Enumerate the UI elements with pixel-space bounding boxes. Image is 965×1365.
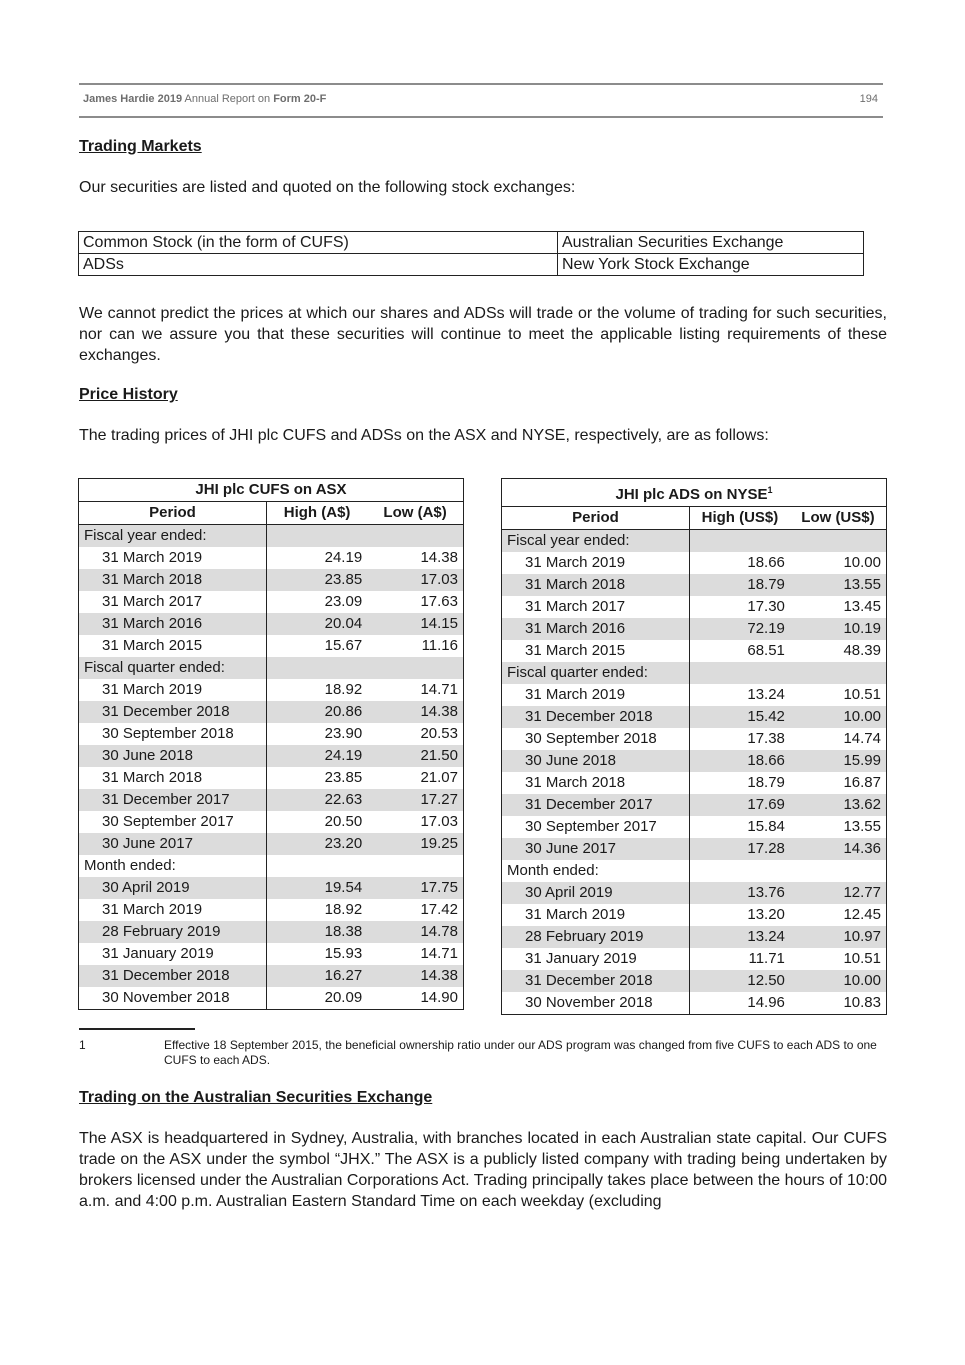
table-row [79,569,464,591]
high-cell: 18.79 [747,774,785,791]
high-cell: 22.63 [267,789,368,811]
high-cell: 15.93 [324,945,363,962]
period-cell: 30 April 2019 [79,877,267,899]
high-cell: 13.24 [747,686,785,703]
high-cell: 13.20 [747,906,785,923]
period-cell: 30 September 2017 [502,816,690,838]
high-cell: 17.28 [690,838,790,860]
low-cell: 14.71 [420,945,458,962]
table-row [502,640,887,662]
period-cell: 31 January 2019 [502,948,690,970]
table-row [502,794,887,816]
footnote-number: 1 [79,1038,86,1052]
low-cell: 14.36 [790,838,887,860]
table-title-row [79,479,464,502]
low-cell: 16.87 [843,774,881,791]
high-cell [267,855,368,877]
high-cell: 18.66 [690,750,790,772]
period-cell: 31 March 2018 [502,574,690,596]
period-cell: 31 March 2018 [79,767,267,789]
table-row [79,811,464,833]
header-middle: Annual Report on [182,93,274,105]
period-cell: 30 June 2017 [502,838,690,860]
table-row [502,728,887,750]
table-row [502,838,887,860]
security-cell: Common Stock (in the form of CUFS) [79,232,558,254]
high-cell: 12.50 [690,970,790,992]
column-header-period: Period [79,502,267,525]
high-cell: 20.09 [324,989,363,1006]
low-cell [790,530,887,553]
period-cell: 28 February 2019 [502,926,690,948]
period-cell: 31 December 2018 [79,701,267,723]
high-cell: 15.84 [747,818,785,835]
high-cell: 13.24 [690,926,790,948]
table-row [502,948,887,970]
footnote-rule [79,1028,195,1030]
low-cell: 14.78 [367,921,463,943]
table-row [79,613,464,635]
table-row [79,767,464,789]
low-cell: 14.15 [367,613,463,635]
high-cell: 18.92 [324,901,363,918]
table-row [502,992,887,1015]
high-cell [267,657,368,679]
low-cell: 17.27 [367,789,463,811]
footnote-text: Effective 18 September 2015, the beneficial ownership ratio under our ADS program was changed from five CUFS to each ADS to one CUFS to each ADS. [164,1038,877,1067]
table-header-row [502,507,887,530]
high-cell: 23.85 [267,569,368,591]
period-cell: 30 September 2018 [79,723,267,745]
column-header-high: High (A$) [267,502,368,525]
high-cell: 20.86 [267,701,368,723]
high-cell: 72.19 [690,618,790,640]
high-cell: 13.76 [690,882,790,904]
period-cell: 30 April 2019 [502,882,690,904]
table-row [79,899,464,921]
low-cell: 19.25 [367,833,463,855]
nyse-table-title-text: JHI plc ADS on NYSE [615,486,768,503]
high-cell: 16.27 [267,965,368,987]
exchange-cell: Australian Securities Exchange [558,232,864,254]
table-row [79,635,464,657]
low-cell: 10.00 [790,970,887,992]
low-cell: 12.45 [843,906,881,923]
period-cell: 28 February 2019 [79,921,267,943]
table-header-row [79,502,464,525]
period-cell: 31 March 2018 [79,569,267,591]
disclaimer-paragraph: We cannot predict the prices at which our shares and ADSs will trade or the volume of trading for such securities, nor can we assure you that these securities will continue to meet the applicable listing requirements of these exchanges. [79,305,887,364]
period-cell: 31 December 2018 [502,970,690,992]
table-row [79,723,464,745]
trading-markets-heading: Trading Markets [79,138,202,155]
table-row [79,745,464,767]
high-cell: 23.09 [324,593,363,610]
low-cell [367,657,463,679]
nyse-price-table [501,478,887,1015]
group-header-row [79,657,464,679]
period-cell: 31 March 2019 [79,899,267,921]
table-row [502,684,887,706]
table-row [502,618,887,640]
period-cell: 30 June 2017 [79,833,267,855]
low-cell: 13.55 [790,574,887,596]
high-cell [267,525,368,548]
low-cell: 14.38 [367,965,463,987]
high-cell: 19.54 [267,877,368,899]
header-form: Form 20-F [273,93,327,105]
group-header-row [79,855,464,877]
period-cell: 31 March 2019 [79,679,267,701]
period-cell: 31 March 2017 [79,591,267,613]
low-cell: 21.50 [367,745,463,767]
low-cell: 12.77 [790,882,887,904]
period-cell: 30 November 2018 [502,992,690,1015]
page-number: 194 [859,93,878,105]
high-cell: 24.19 [324,549,363,566]
nyse-table-title [502,479,887,507]
low-cell: 20.53 [420,725,458,742]
high-cell: 11.71 [748,950,785,967]
period-cell: 31 March 2019 [502,904,690,926]
low-cell: 10.97 [790,926,887,948]
low-cell: 48.39 [843,642,881,659]
high-cell: 24.19 [267,745,368,767]
exchange-cell: New York Stock Exchange [558,254,864,276]
low-cell: 17.63 [420,593,458,610]
asx-price-table [78,478,464,1010]
low-cell: 10.19 [790,618,887,640]
table-row [79,591,464,613]
table-row [502,552,887,574]
column-header-low: Low (US$) [790,507,887,530]
low-cell: 11.16 [421,637,458,654]
group-header-row [502,860,887,882]
table-row [502,882,887,904]
period-cell: 30 September 2018 [502,728,690,750]
exchanges-table [78,231,864,276]
high-cell: 23.85 [324,769,363,786]
low-cell: 17.75 [367,877,463,899]
period-cell: Month ended: [502,860,690,882]
low-cell: 13.55 [843,818,881,835]
trading-markets-intro: Our securities are listed and quoted on the following stock exchanges: [79,179,576,196]
low-cell: 10.00 [843,554,881,571]
period-cell: 31 December 2018 [79,965,267,987]
low-cell: 14.90 [420,989,458,1006]
period-cell: 31 March 2018 [502,772,690,794]
period-cell: 31 March 2019 [79,547,267,569]
period-cell: Month ended: [79,855,267,877]
high-cell: 23.90 [324,725,363,742]
period-cell: 31 March 2019 [502,684,690,706]
high-cell: 18.38 [267,921,368,943]
low-cell: 10.83 [843,994,881,1011]
high-cell: 68.51 [747,642,785,659]
high-cell: 18.79 [690,574,790,596]
period-cell: 31 March 2017 [502,596,690,618]
low-cell: 13.62 [790,794,887,816]
low-cell: 14.71 [420,681,458,698]
low-cell: 10.00 [790,706,887,728]
low-cell: 10.51 [843,950,881,967]
table-row [79,254,864,276]
period-cell: 31 March 2019 [502,552,690,574]
low-cell [790,662,887,684]
security-cell: ADSs [79,254,558,276]
table-row [79,943,464,965]
low-cell: 10.51 [843,686,881,703]
table-row [79,921,464,943]
low-cell: 17.03 [367,569,463,591]
column-header-period: Period [502,507,690,530]
table-row [79,701,464,723]
low-cell: 14.38 [420,549,458,566]
high-cell: 15.67 [324,637,363,654]
period-cell: 31 March 2015 [502,640,690,662]
table-row [79,987,464,1010]
table-row [79,833,464,855]
table-row [79,877,464,899]
period-cell: Fiscal quarter ended: [79,657,267,679]
low-cell: 21.07 [420,769,458,786]
period-cell: 30 June 2018 [502,750,690,772]
table-row [79,679,464,701]
table-row [502,750,887,772]
table-row [79,965,464,987]
high-cell: 18.92 [324,681,363,698]
low-cell: 14.74 [843,730,881,747]
column-header-high: High (US$) [690,507,790,530]
header-top-rule [79,83,883,85]
period-cell: 31 March 2016 [502,618,690,640]
group-header-row [79,525,464,548]
period-cell: Fiscal year ended: [502,530,690,553]
high-cell [690,662,790,684]
footnote-ref: 1 [767,485,773,495]
period-cell: Fiscal year ended: [79,525,267,548]
period-cell: 30 September 2017 [79,811,267,833]
period-cell: 31 December 2018 [502,706,690,728]
period-cell: 30 June 2018 [79,745,267,767]
table-row [502,574,887,596]
period-cell: 30 November 2018 [79,987,267,1010]
high-cell: 17.38 [747,730,785,747]
table-row [502,772,887,794]
low-cell: 14.38 [367,701,463,723]
high-cell: 23.20 [267,833,368,855]
header-bottom-rule [79,116,883,118]
period-cell: 31 March 2015 [79,635,267,657]
table-row [502,970,887,992]
table-row [502,596,887,618]
high-cell [690,530,790,553]
low-cell [367,525,463,548]
price-history-intro: The trading prices of JHI plc CUFS and ADSs on the ASX and NYSE, respectively, are as follows: [79,427,769,444]
high-cell: 14.96 [747,994,785,1011]
table-row [502,816,887,838]
period-cell: 31 December 2017 [79,789,267,811]
period-cell: 31 December 2017 [502,794,690,816]
table-title-row [502,479,887,507]
table-row [79,789,464,811]
low-cell: 13.45 [843,598,881,615]
high-cell: 20.50 [324,813,363,830]
low-cell: 17.42 [420,901,458,918]
running-header [83,93,878,105]
period-cell: Fiscal quarter ended: [502,662,690,684]
table-row [79,232,864,254]
low-cell [790,860,887,882]
table-row [502,926,887,948]
high-cell: 20.04 [267,613,368,635]
period-cell: 31 March 2016 [79,613,267,635]
group-header-row [502,662,887,684]
header-company: James Hardie 2019 [83,93,183,105]
high-cell: 18.66 [747,554,785,571]
column-header-low: Low (A$) [367,502,463,525]
asx-trading-heading: Trading on the Australian Securities Exchange [79,1089,433,1106]
low-cell: 17.03 [420,813,458,830]
low-cell [367,855,463,877]
high-cell [690,860,790,882]
high-cell: 15.42 [690,706,790,728]
asx-trading-body: The ASX is headquartered in Sydney, Australia, with branches located in each Australian state capital. Our CUFS trade on the ASX under the symbol “JHX.” The ASX is a publicly listed company with trading being undertaken by brokers licensed under the Australian Corporations Act. Trading principally takes place between the hours of 10:00 a.m. and 4:00 p.m. Australian Eastern Standard Time on each weekday (excluding [79,1130,887,1210]
table-row [79,547,464,569]
high-cell: 17.30 [747,598,785,615]
asx-table-title: JHI plc CUFS on ASX [79,479,464,502]
high-cell: 17.69 [690,794,790,816]
table-row [502,904,887,926]
group-header-row [502,530,887,553]
price-history-heading: Price History [79,386,178,403]
period-cell: 31 January 2019 [79,943,267,965]
low-cell: 15.99 [790,750,887,772]
table-row [502,706,887,728]
